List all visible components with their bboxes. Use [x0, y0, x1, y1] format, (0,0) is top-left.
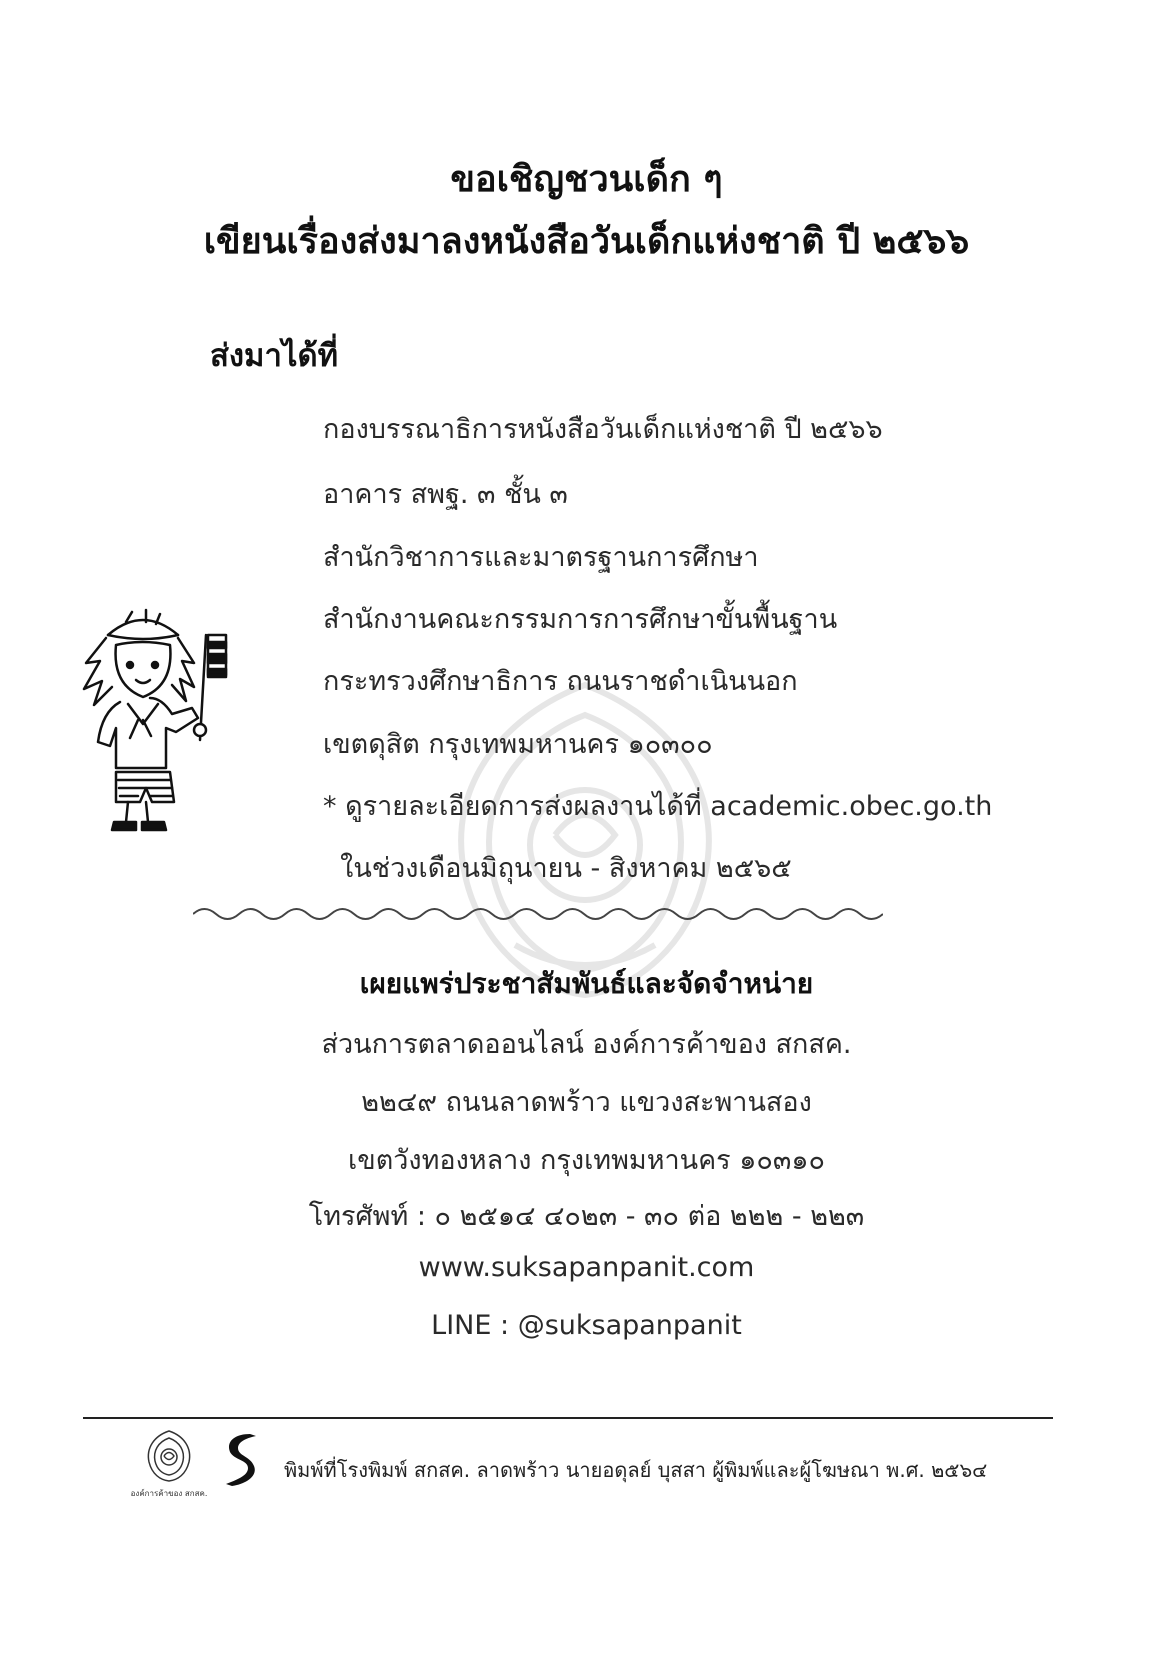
address-line: กองบรรณาธิการหนังสือวันเด็กแห่งชาติ ปี ๒๕๖๖ — [323, 414, 883, 445]
wavy-divider — [193, 904, 883, 924]
s-brand-logo — [220, 1430, 260, 1488]
organization-seal-logo — [140, 1428, 198, 1488]
submission-period-note: ในช่วงเดือนมิถุนายน - สิงหาคม ๒๕๖๕ — [323, 853, 792, 884]
printer-credit: พิมพ์ที่โรงพิมพ์ สกสค. ลาดพร้าว นายอดุลย์ บุสสา ผู้พิมพ์และผู้โฆษณา พ.ศ. ๒๕๖๔ — [284, 1458, 988, 1482]
academic-link-note: * ดูรายละเอียดการส่งผลงานได้ที่ academic.obec.go.th — [323, 791, 993, 822]
address-line: อาคาร สพฐ. ๓ ชั้น ๓ — [323, 479, 568, 510]
distributor-name: ส่วนการตลาดออนไลน์ องค์การค้าของ สกสค. — [321, 1029, 852, 1060]
distribution-title: เผยแพร่ประชาสัมพันธ์และจัดจำหน่าย — [359, 967, 814, 1000]
distributor-address: ๒๒๔๙ ถนนลาดพร้าว แขวงสะพานสอง — [361, 1087, 812, 1118]
distributor-district: เขตวังทองหลาง กรุงเทพมหานคร ๑๐๓๑๐ — [348, 1145, 825, 1176]
address-line: สำนักงานคณะกรรมการการศึกษาขั้นพื้นฐาน — [323, 604, 838, 635]
line-contact: LINE : @suksapanpanit — [431, 1310, 742, 1341]
address-line: กระทรวงศึกษาธิการ ถนนราชดำเนินนอก — [323, 666, 798, 697]
heading-line-1: ขอเชิญชวนเด็ก ๆ — [450, 159, 723, 200]
website-link[interactable]: www.suksapanpanit.com — [418, 1252, 755, 1283]
send-to-label: ส่งมาได้ที่ — [210, 338, 339, 374]
address-line: เขตดุสิต กรุงเทพมหานคร ๑๐๓๐๐ — [323, 729, 713, 760]
child-with-flag-illustration — [78, 590, 228, 840]
heading-line-2: เขียนเรื่องส่งมาลงหนังสือวันเด็กแห่งชาติ ปี ๒๕๖๖ — [203, 221, 970, 262]
address-line: สำนักวิชาการและมาตรฐานการศึกษา — [323, 542, 759, 573]
seal-caption: องค์การค้าของ สกสค. — [130, 1489, 208, 1498]
footer-divider — [83, 1417, 1053, 1419]
phone-number: โทรศัพท์ : ๐ ๒๕๑๔ ๔๐๒๓ - ๓๐ ต่อ ๒๒๒ - ๒๒๓ — [308, 1201, 865, 1232]
